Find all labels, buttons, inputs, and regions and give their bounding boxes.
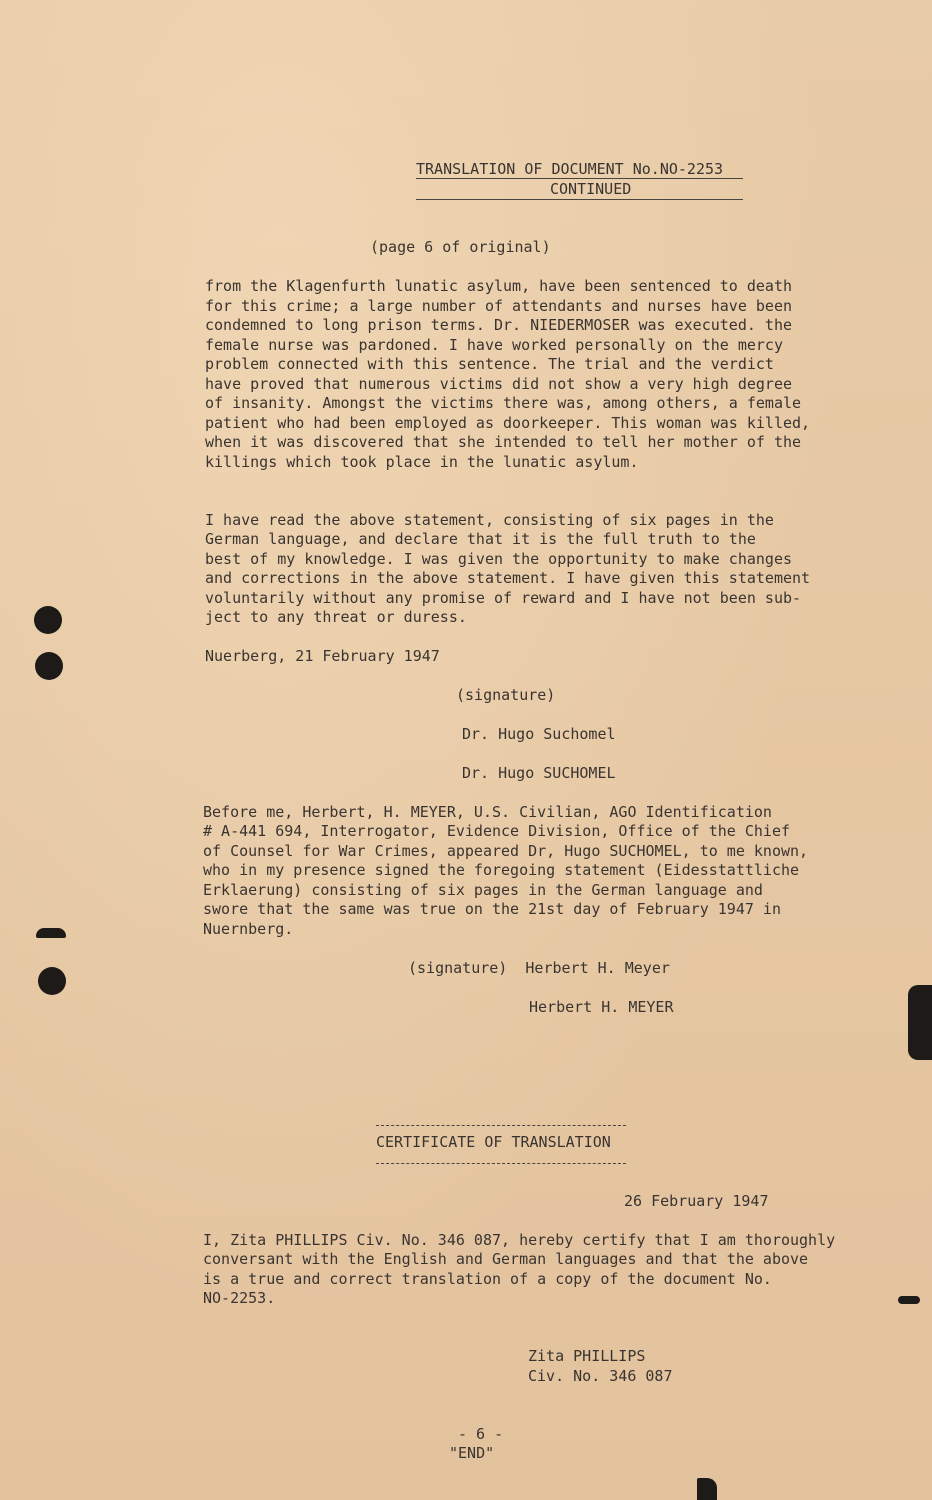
translator-name: Zita PHILLIPS (528, 1347, 646, 1365)
punch-hole-bottom (38, 967, 66, 995)
certificate-rule-top (376, 1125, 626, 1126)
text-line: of Counsel for War Crimes, appeared Dr, Hugo SUCHOMEL, to me known, (203, 842, 809, 860)
text-line: is a true and correct translation of a copy of the document No. (203, 1270, 772, 1288)
edge-mark-right (898, 1296, 920, 1304)
text-line: condemned to long prison terms. Dr. NIEDERMOSER was executed. the (205, 316, 792, 334)
text-line: for this crime; a large number of attendants and nurses have been (205, 297, 792, 315)
certificate-title: CERTIFICATE OF TRANSLATION (376, 1133, 611, 1151)
text-line: ject to any threat or duress. (205, 608, 467, 626)
text-line: voluntarily without any promise of reward and I have not been sub- (205, 589, 802, 607)
edge-mark-bottom (697, 1478, 717, 1500)
title-underline (416, 178, 743, 179)
text-line: of insanity. Amongst the victims there was, among others, a female (205, 394, 802, 412)
text-line: German language, and declare that it is the full truth to the (205, 530, 756, 548)
text-line: killings which took place in the lunatic asylum. (205, 453, 639, 471)
edge-tear-right (908, 985, 932, 1060)
typed-name: Dr. Hugo SUCHOMEL (462, 764, 616, 782)
text-line: I, Zita PHILLIPS Civ. No. 346 087, hereby certify that I am thoroughly (203, 1231, 836, 1249)
continued-underline (416, 199, 743, 200)
text-line: when it was discovered that she intended to tell her mother of the (205, 433, 802, 451)
continued-label: CONTINUED (550, 180, 632, 198)
signature-label: (signature) (456, 686, 556, 704)
text-line: # A-441 694, Interrogator, Evidence Division, Office of the Chief (203, 822, 790, 840)
translator-civ-no: Civ. No. 346 087 (528, 1367, 673, 1385)
punch-hole-middle (35, 652, 63, 680)
end-marker: "END" (449, 1444, 495, 1462)
text-line: conversant with the English and German languages and that the above (203, 1250, 809, 1268)
text-line: best of my knowledge. I was given the opportunity to make changes (205, 550, 792, 568)
text-line: problem connected with this sentence. The trial and the verdict (205, 355, 774, 373)
certificate-rule-bottom (376, 1163, 626, 1164)
text-line: female nurse was pardoned. I have worked personally on the mercy (205, 336, 783, 354)
text-line: from the Klagenfurth lunatic asylum, have been sentenced to death (205, 277, 792, 295)
punch-hole-top (34, 606, 62, 634)
text-line: patient who had been employed as doorkeeper. This woman was killed, (205, 414, 811, 432)
text-line: who in my presence signed the foregoing statement (Eidesstattliche (203, 861, 800, 879)
text-line: swore that the same was true on the 21st day of February 1947 in (203, 900, 781, 918)
witness-signature: (signature) Herbert H. Meyer (408, 959, 670, 977)
text-line: I have read the above statement, consisting of six pages in the (205, 511, 774, 529)
signature: Dr. Hugo Suchomel (462, 725, 616, 743)
punch-hole-torn (36, 928, 66, 938)
text-line: NO-2253. (203, 1289, 276, 1307)
place-date: Nuerberg, 21 February 1947 (205, 647, 440, 665)
text-line: Nuernberg. (203, 920, 294, 938)
certificate-date: 26 February 1947 (624, 1192, 769, 1210)
document-title: TRANSLATION OF DOCUMENT No.NO-2253 (416, 160, 724, 178)
page-number: - 6 - (458, 1425, 504, 1443)
text-line: Before me, Herbert, H. MEYER, U.S. Civilian, AGO Identification (203, 803, 772, 821)
text-line: and corrections in the above statement. I have given this statement (205, 569, 811, 587)
witness-typed-name: Herbert H. MEYER (529, 998, 674, 1016)
page-reference: (page 6 of original) (370, 238, 551, 256)
text-line: have proved that numerous victims did not show a very high degree (205, 375, 792, 393)
text-line: Erklaerung) consisting of six pages in the German language and (203, 881, 763, 899)
